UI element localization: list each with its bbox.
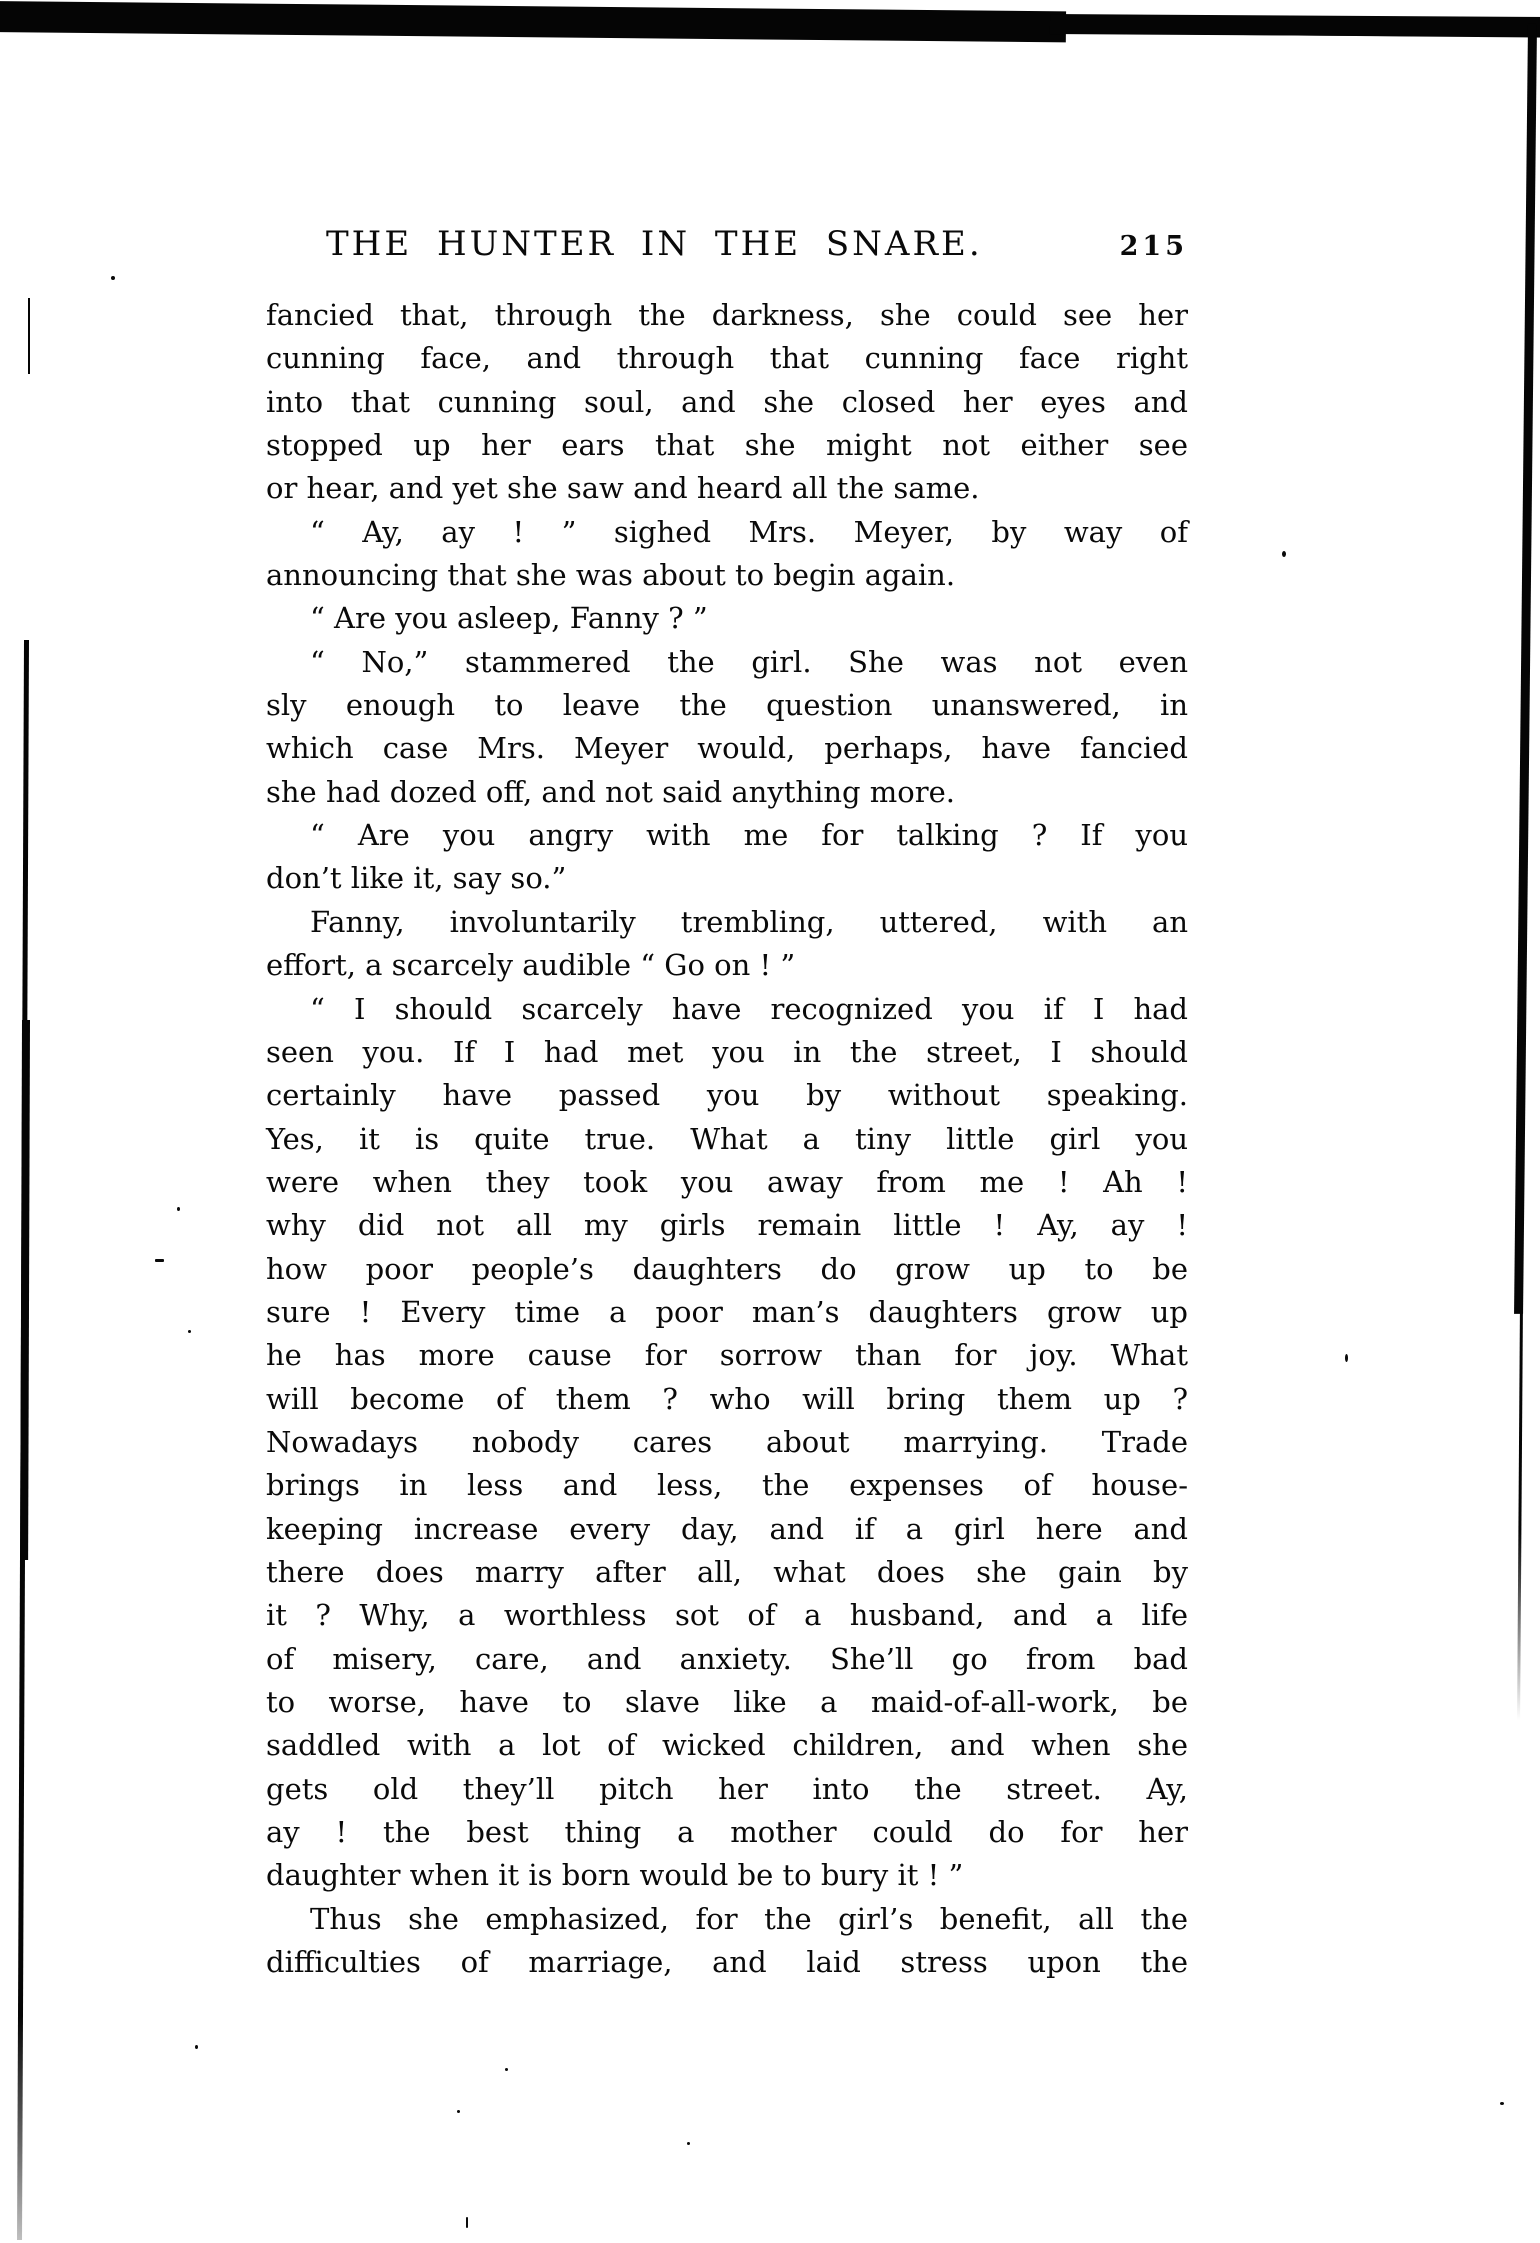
text-line: Nowadays nobody cares about marrying. Trade (266, 1424, 1188, 1459)
ink-speck (505, 2068, 508, 2071)
text-line: keeping increase every day, and if a girl here and (266, 1511, 1188, 1546)
text-line: “ Are you asleep, Fanny ? ” (310, 601, 708, 636)
text-line: brings in less and less, the expenses of house- (266, 1468, 1188, 1503)
scan-edge-bar-top-left (0, 1, 1066, 42)
text-line: which case Mrs. Meyer would, perhaps, have fancied (266, 731, 1188, 766)
text-line: saddled with a lot of wicked children, and when she (266, 1728, 1188, 1763)
body-text (266, 294, 1188, 1984)
page-number: 215 (1119, 231, 1188, 262)
scan-edge-line-left-thick (20, 1020, 30, 1560)
ink-speck (155, 1259, 164, 1262)
text-line: how poor people’s daughters do grow up to be (266, 1251, 1188, 1286)
text-line: daughter when it is born would be to bury it ! ” (266, 1858, 964, 1893)
text-line: effort, a scarcely audible “ Go on ! ” (266, 948, 796, 983)
ink-speck (177, 1207, 180, 1211)
text-line: announcing that she was about to begin again. (266, 558, 956, 593)
text-line: or hear, and yet she saw and heard all the same. (266, 471, 980, 506)
ink-speck (466, 2217, 468, 2228)
ink-speck (111, 276, 115, 280)
scan-edge-line-right (1514, 24, 1537, 1314)
scan-edge-bar-top-right (1050, 14, 1540, 37)
ink-speck (457, 2110, 460, 2113)
text-line: seen you. If I had met you in the street, I should (266, 1034, 1188, 1069)
text-line: it ? Why, a worthless sot of a husband, and a life (266, 1598, 1188, 1633)
text-line: Yes, it is quite true. What a tiny little girl you (266, 1121, 1188, 1156)
text-line: stopped up her ears that she might not either see (266, 428, 1188, 463)
text-line: fancied that, through the darkness, she could see her (266, 298, 1188, 332)
text-line: cunning face, and through that cunning face right (266, 341, 1188, 376)
text-line: “ Ay, ay ! ” sighed Mrs. Meyer, by way of (310, 514, 1188, 549)
text-line: ay ! the best thing a mother could do for her (266, 1815, 1188, 1850)
text-line: were when they took you away from me ! Ah ! (266, 1164, 1188, 1199)
ink-speck (1282, 551, 1286, 557)
text-line: will become of them ? who will bring them up ? (266, 1381, 1188, 1416)
text-line: certainly have passed you by without speaking. (266, 1078, 1188, 1113)
text-line: “ No,” stammered the girl. She was not even (310, 644, 1188, 679)
text-line: he has more cause for sorrow than for joy. What (266, 1338, 1188, 1373)
text-line: into that cunning soul, and she closed her eyes and (266, 384, 1188, 419)
text-line: she had dozed off, and not said anything more. (266, 774, 956, 809)
text-line: “ Are you angry with me for talking ? If you (310, 818, 1188, 853)
scan-edge-line-right-fade (1517, 1300, 1523, 1720)
text-line: of misery, care, and anxiety. She’ll go from bad (266, 1641, 1188, 1676)
ink-speck (195, 2045, 198, 2049)
ink-speck (1500, 2102, 1504, 2105)
scan-edge-line-left-short (28, 298, 30, 374)
text-line: why did not all my girls remain little ! Ay, ay ! (266, 1208, 1188, 1243)
ink-speck (1345, 1354, 1348, 1362)
ink-speck (687, 2142, 690, 2145)
text-line: Thus she emphasized, for the girl’s benefit, all the (310, 1901, 1188, 1936)
text-line: don’t like it, say so.” (266, 861, 567, 896)
text-line: to worse, have to slave like a maid-of-all-work, be (266, 1685, 1188, 1719)
text-line: difficulties of marriage, and laid stress upon the (266, 1945, 1188, 1980)
text-line: there does marry after all, what does she gain by (266, 1554, 1188, 1589)
text-line: “ I should scarcely have recognized you if I had (310, 991, 1188, 1026)
running-head-title: THE HUNTER IN THE SNARE. (326, 224, 983, 264)
ink-speck (188, 1330, 191, 1333)
text-line: gets old they’ll pitch her into the street. Ay, (266, 1771, 1188, 1806)
page-header (266, 224, 1188, 264)
text-line: sure ! Every time a poor man’s daughters grow up (266, 1294, 1188, 1329)
text-line: sly enough to leave the question unanswered, in (266, 688, 1188, 723)
text-line: Fanny, involuntarily trembling, uttered, with an (310, 904, 1188, 939)
